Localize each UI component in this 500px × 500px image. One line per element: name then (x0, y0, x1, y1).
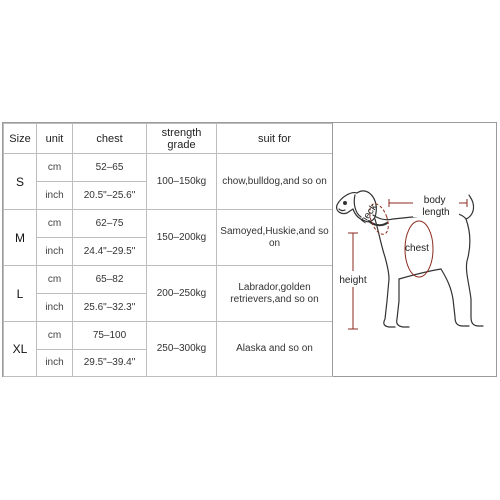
size-label: XL (4, 322, 37, 377)
chest-cell: 75–100 (73, 322, 147, 350)
table-row (4, 154, 333, 182)
unit-cell: cm (37, 210, 73, 238)
table-row (4, 210, 333, 238)
height-label: height (339, 275, 367, 286)
chest-label: chest (405, 243, 429, 254)
unit-cell: cm (37, 266, 73, 294)
header-row (4, 124, 333, 154)
unit-cell: inch (37, 294, 73, 322)
strength-cell: 250–300kg (147, 322, 217, 377)
suit-cell: chow,bulldog,and so on (217, 154, 333, 210)
size-label: S (4, 154, 37, 210)
suit-cell: Labrador,golden retrievers,and so on (217, 266, 333, 322)
neck-label: neck (358, 202, 380, 226)
dog-measurement-diagram (333, 123, 496, 376)
size-table (3, 123, 333, 377)
chest-cell: 29.5"–39.4" (73, 350, 147, 377)
size-label: M (4, 210, 37, 266)
size-label: L (4, 266, 37, 322)
unit-cell: cm (37, 322, 73, 350)
suit-cell: Alaska and so on (217, 322, 333, 377)
size-chart (2, 122, 497, 377)
table-row (4, 322, 333, 350)
unit-cell: inch (37, 182, 73, 210)
strength-cell: 150–200kg (147, 210, 217, 266)
strength-cell: 100–150kg (147, 154, 217, 210)
chest-cell: 65–82 (73, 266, 147, 294)
header-strength-grade: strength grade (147, 124, 217, 154)
body-length-label: body length (422, 195, 450, 218)
chest-cell: 24.4"–29.5" (73, 238, 147, 266)
dog-outline-icon (337, 191, 483, 327)
chest-cell: 62–75 (73, 210, 147, 238)
chest-cell: 25.6"–32.3" (73, 294, 147, 322)
strength-cell: 200–250kg (147, 266, 217, 322)
header-size: Size (4, 124, 37, 154)
suit-cell: Samoyed,Huskie,and so on (217, 210, 333, 266)
table-row (4, 266, 333, 294)
unit-cell: inch (37, 350, 73, 377)
unit-cell: cm (37, 154, 73, 182)
header-chest: chest (73, 124, 147, 154)
chest-cell: 52–65 (73, 154, 147, 182)
header-unit: unit (37, 124, 73, 154)
unit-cell: inch (37, 238, 73, 266)
header-suit-for: suit for (217, 124, 333, 154)
chest-cell: 20.5"–25.6" (73, 182, 147, 210)
